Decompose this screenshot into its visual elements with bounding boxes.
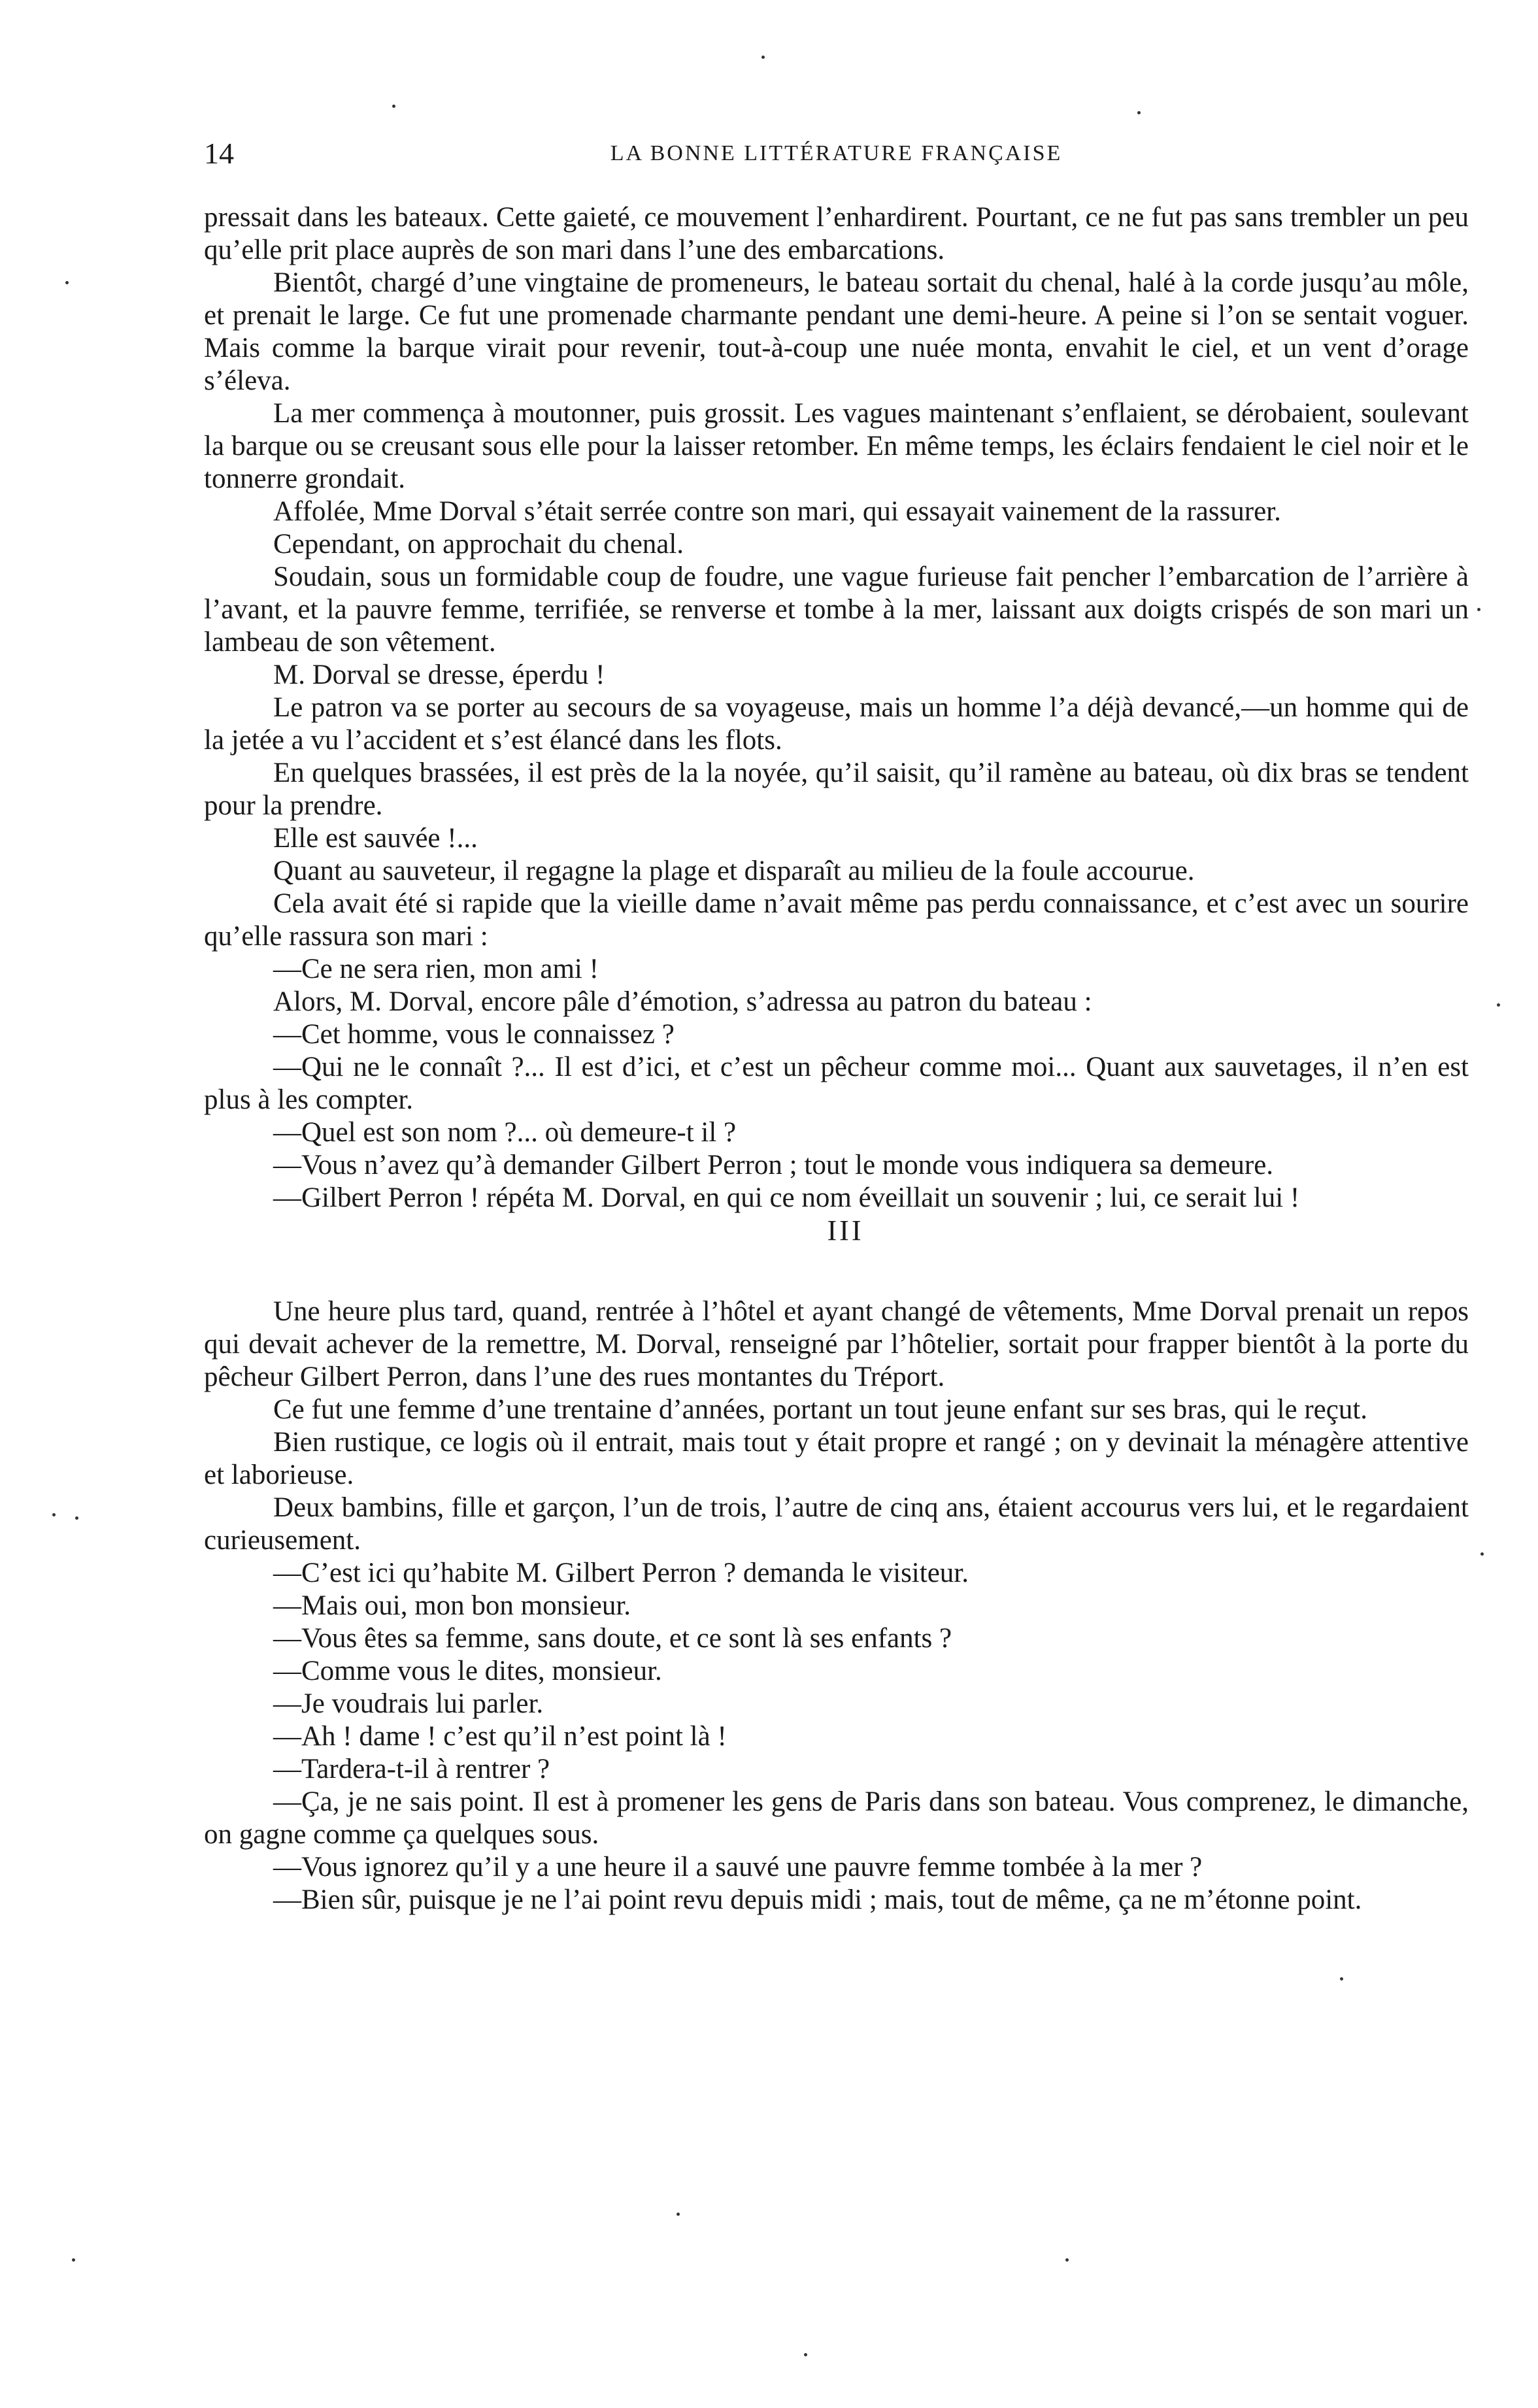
scan-speck [1497,1003,1500,1007]
dialogue-line: —Quel est son nom ?... où demeure-t il ? [273,1117,737,1148]
dialogue-line: —Je voudrais lui parler. [273,1688,544,1719]
scan-speck [65,281,69,284]
paragraph: Ce fut une femme d’une trentaine d’années, portant un tout jeune enfant sur ses bras, qui le reçut. [273,1394,1368,1425]
paragraph: Deux bambins, fille et garçon, l’un de trois, l’autre de cinq ans, étaient accourus vers lui, et le regardaient curieusement. [204,1492,1469,1556]
body-text [204,201,1469,1916]
scan-speck [761,56,765,59]
dialogue-line: —Vous ignorez qu’il y a une heure il a sauvé une pauvre femme tombée à la mer ? [273,1852,1203,1882]
dialogue-line: —C’est ici qu’habite M. Gilbert Perron ? demanda le visiteur. [273,1558,969,1588]
paragraph: Affolée, Mme Dorval s’était serrée contre son mari, qui essayait vainement de la rassurer. [273,496,1281,527]
scan-speck [1065,2258,1069,2262]
scan-speck [52,1513,56,1516]
paragraph: Soudain, sous un formidable coup de foudre, une vague furieuse fait pencher l’embarcation de l’arrière à l’avant, et la pauvre femme, terrifiée, se renverse et tombe à la mer, laissant aux doigts crispés de son mari un lambeau de son vêtement. [204,561,1469,658]
scan-speck [72,2258,75,2262]
paragraph: Cependant, on approchait du chenal. [273,529,684,560]
scan-speck [1340,1977,1343,1981]
paragraph: Cela avait été si rapide que la vieille dame n’avait même pas perdu connaissance, et c’est avec un sourire qu’elle rassura son mari : [204,888,1469,952]
scan-speck [1480,1552,1484,1556]
dialogue-line: —Tardera-t-il à rentrer ? [273,1754,550,1784]
paragraph: En quelques brassées, il est près de la la noyée, qu’il saisit, qu’il ramène au bateau, où dix bras se tendent pour la prendre. [204,758,1469,821]
dialogue-line: —Ça, je ne sais point. Il est à promener les gens de Paris dans son bateau. Vous comprenez, le dimanche, on gagne comme ça quelques sous. [204,1786,1469,1850]
paragraph: Une heure plus tard, quand, rentrée à l’hôtel et ayant changé de vêtements, Mme Dorval prenait un repos qui devait achever de la remettre, M. Dorval, renseigné par l’hôtelier, sortait pour frapper bientôt à la porte du pêcheur Gilbert Perron, dans l’une des rues montantes du Tréport. [204,1296,1469,1392]
scan-speck [392,105,395,108]
dialogue-line: —Cet homme, vous le connaissez ? [273,1019,675,1050]
section-heading: III [827,1214,864,1246]
scan-speck [677,2213,680,2216]
dialogue-line: —Ce ne sera rien, mon ami ! [273,954,599,984]
dialogue-line: —Gilbert Perron ! répéta M. Dorval, en qui ce nom éveillait un souvenir ; lui, ce serait lui ! [273,1182,1300,1213]
dialogue-line: —Qui ne le connaît ?... Il est d’ici, et c’est un pêcheur comme moi... Quant aux sauvetages, il n’en est plus à les compter. [204,1052,1469,1115]
running-head [204,134,1469,173]
scan-speck [1137,111,1141,114]
dialogue-line: —Bien sûr, puisque je ne l’ai point revu depuis midi ; mais, tout de même, ça ne m’étonne point. [273,1884,1362,1915]
running-title: LA BONNE LITTÉRATURE FRANÇAISE [610,141,1063,165]
scan-speck [804,2353,807,2356]
scan-speck [75,1516,78,1520]
dialogue-line: —Vous êtes sa femme, sans doute, et ce sont là ses enfants ? [273,1623,952,1654]
dialogue-line: —Comme vous le dites, monsieur. [273,1656,662,1686]
scan-speck [1477,608,1480,611]
paragraph: pressait dans les bateaux. Cette gaieté, ce mouvement l’enhardirent. Pourtant, ce ne fut pas sans trembler un peu qu’elle prit place auprès de son mari dans l’une des embarcations. [204,202,1469,265]
dialogue-line: —Ah ! dame ! c’est qu’il n’est point là ! [273,1721,727,1752]
paragraph: La mer commença à moutonner, puis grossit. Les vagues maintenant s’enflaient, se dérobaient, soulevant la barque ou se creusant sous elle pour la laisser retomber. En même temps, les éclairs fendaient le ciel noir et le tonnerre grondait. [204,398,1469,494]
dialogue-line: —Vous n’avez qu’à demander Gilbert Perron ; tout le monde vous indiquera sa demeure. [273,1150,1274,1180]
paragraph: Bien rustique, ce logis où il entrait, mais tout y était propre et rangé ; on y devinait la ménagère attentive et laborieuse. [204,1427,1469,1490]
paragraph: Elle est sauvée !... [273,823,478,854]
paragraph: Alors, M. Dorval, encore pâle d’émotion, s’adressa au patron du bateau : [273,986,1092,1017]
paragraph: Le patron va se porter au secours de sa voyageuse, mais un homme l’a déjà devancé,—un homme qui de la jetée a vu l’accident et s’est élancé dans les flots. [204,692,1469,756]
paragraph: M. Dorval se dresse, éperdu ! [273,660,605,690]
page-number: 14 [204,137,234,170]
dialogue-line: —Mais oui, mon bon monsieur. [273,1590,631,1621]
paragraph: Bientôt, chargé d’une vingtaine de promeneurs, le bateau sortait du chenal, halé à la corde jusqu’au môle, et prenait le large. Ce fut une promenade charmante pendant une demi-heure. A peine si l’on se sentait voguer. Mais comme la barque virait pour revenir, tout-à-coup une nuée monta, envahit le ciel, et un vent d’orage s’éleva. [204,267,1469,396]
paragraph: Quant au sauveteur, il regagne la plage et disparaît au milieu de la foule accourue. [273,856,1195,886]
